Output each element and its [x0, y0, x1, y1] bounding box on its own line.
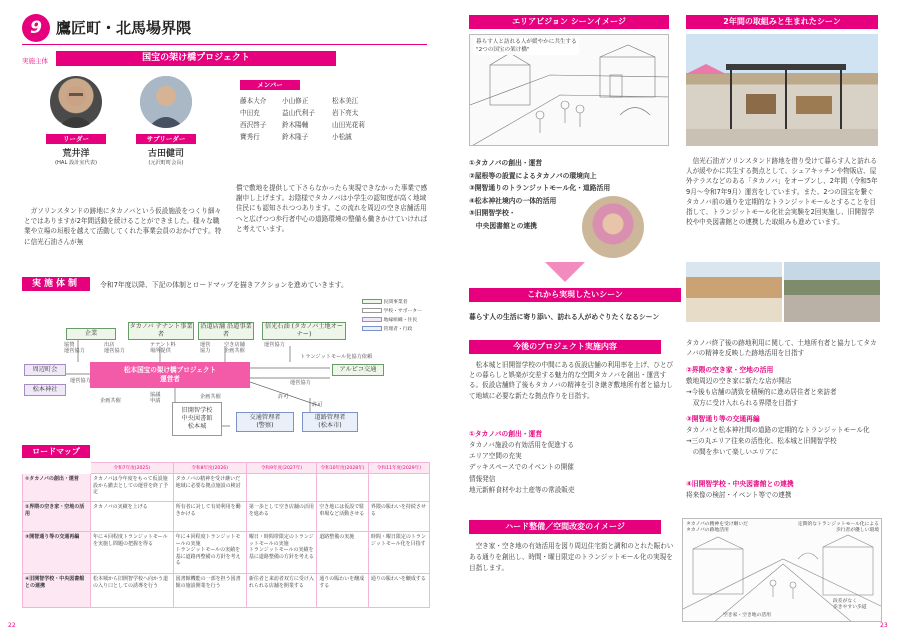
arrow-label: テナント料 場所提供	[150, 342, 176, 355]
roadmap-cell	[246, 474, 316, 502]
plan-item: デッキスペースでのイベントの開催	[469, 463, 574, 472]
member: 鈴木陽輔	[282, 121, 309, 129]
roadmap-row	[23, 574, 430, 608]
roadmap-cell: タカノバは今年度をもって仮設施設から撤去としての運営を終了予定	[91, 474, 174, 502]
roadmap-cell: 空き地には仮設で駐車場など活動させる	[317, 502, 369, 532]
member: 西沢啓子	[240, 121, 267, 129]
leader-photo	[50, 76, 102, 128]
legend-item	[362, 307, 422, 316]
plan-item: タカノバ施設の有効活用を促進する	[469, 441, 574, 449]
plan-heading-4: ④旧開智学校・中央図書館との連携	[686, 480, 794, 488]
achievements-title: 2年間の取組みと生まれたシーン	[686, 15, 878, 29]
future-plan-intro: 松本城と旧開智学校の中間にある仮設店舗の利用率を上げ、ひとびとの暮らしと娯楽が交差する魅力的な空間タカノバを創出・運営する。仮設店舗終了後もタカノバの精神を引き継ぎ敷地所有者と協力して地域に必要な新たな拠点作りを目指す。	[469, 361, 674, 400]
org-description: 令和7年度以降、下記の体制とロードマップを描きアクションを進めていきます。	[100, 281, 348, 289]
plan-item: →三の丸エリア往来の活性化、松本城と旧開智学校	[686, 437, 837, 446]
plan-item: 敷地周辺の空き家に新たな店が開店	[686, 377, 792, 385]
hard-note-2: 定期的なトランジットモール化による 歩行者が優しい環境	[797, 522, 879, 534]
member: 寶秀行	[240, 133, 260, 141]
roadmap-year: 令和9年度(2027年)	[246, 463, 316, 474]
org-main-operator	[90, 362, 250, 388]
roadmap-title: ロードマップ	[22, 445, 90, 458]
page-title: 鷹匠町・北馬場界隈	[56, 19, 192, 37]
legend-item	[362, 298, 422, 307]
arrow-label: 許可	[278, 394, 289, 400]
roadmap-cell: 新住者と来訪者双方に受け入れられる店舗を開業する	[246, 574, 316, 608]
achievement-circle-photo	[582, 196, 644, 258]
arrow-label: 企画共催	[200, 394, 221, 400]
implementer-label: 実施主体	[22, 57, 48, 65]
arrow-label: 空き店舗 企画共催	[224, 342, 245, 355]
org-main-operator-label: 松本国宝の架け橋プロジェクト 運営者	[123, 366, 217, 383]
roadmap-cell: タカノバの精神を受け継いだ地域に必要な拠点施設の検討	[173, 474, 246, 502]
roadmap-cell: 界隈の賑わいを持続させる	[368, 502, 429, 532]
subleader-name: 古田健司	[147, 149, 184, 159]
hard-note-1: タカノバの精神を受け継いだ タカノバの跡地活用	[686, 522, 748, 534]
hard-text: 空き家・空き地の有効活用を図り周辺住宅街と調和のとれた賑わいある通りを創出し、時間・曜日限定のトランジットモール化の実現を目指します。	[469, 542, 674, 573]
leader-org: (HAL 設計室代表)	[55, 160, 97, 166]
members-label: メンバー	[240, 80, 300, 90]
org-traffic-admin: 交通管理者 (警察)	[236, 412, 294, 432]
arrow-label: 運営協力	[290, 380, 311, 386]
org-school: 旧開智学校 中央図書館 松本城	[172, 402, 222, 436]
members-row	[240, 95, 380, 107]
plan-item: 双方に受け入れられる界隈を目指す	[686, 399, 799, 408]
plan-item: エリア空間の充実	[469, 452, 522, 461]
roadmap-cell	[368, 474, 429, 502]
achievement-item: 中央図書館との連携	[469, 221, 537, 230]
roadmap-row-label: ④旧開智学校・中央図書館との連携	[23, 574, 91, 608]
roadmap-year: 令和7年度(2025)	[91, 463, 174, 474]
future-scene-title: これから実現したいシーン	[469, 288, 681, 302]
plan-item: 地元新鮮食材やお土産等の常設販売	[469, 485, 575, 494]
subleader-org: (元沢町町会長)	[148, 160, 184, 166]
achievement-item: ③開智通りのトランジットモール化・道路活用	[469, 184, 611, 192]
member: 鈴木隆子	[282, 133, 309, 141]
plan-heading-3: ③開智通り等の交通再編	[686, 415, 760, 423]
member: 藤本大介	[240, 97, 267, 105]
member: 小松誠	[332, 133, 352, 141]
roadmap-cell: 曜日・時間帯限定のトランジットモールの実施 トランジットモールの実績を基に道路整備の方針を考える	[246, 532, 316, 574]
member: 松本美江	[332, 97, 359, 105]
intro-text-right: 償で敷地を提供して下さらなかったら実現できなかった事業で感謝申し上げます。お陰様でタカノバは小学生の認知度が高く地域住民にも認知されつつあります。この流れを周辺の空き店舗活用へと広げつつ歩行者中心の道路環境の整備も働きかけていければと考えています。	[236, 184, 428, 233]
roadmap-cell: 第一歩として空き店舗の活用を進める	[246, 502, 316, 532]
roadmap-cell: 道路整備の実施	[317, 532, 369, 574]
vision-caption: 暮らす人と訪れる人が緩やかに共生する "2つの国宝の架け橋"	[474, 38, 579, 55]
legend-label: 民間事業者	[383, 300, 408, 305]
plan-item: の間を歩いて楽しいエリアに	[686, 448, 779, 457]
arrow-label: 企画共催	[100, 398, 121, 404]
tent-photo-icon	[686, 34, 878, 146]
org-section-title: 実施体制	[22, 277, 90, 291]
arrow-label: 運営 協力	[200, 342, 211, 355]
roadmap-year: 令和11年度(2029年)	[368, 463, 429, 474]
roadmap-row	[23, 502, 430, 532]
members-row	[240, 119, 380, 131]
leader-label: リーダー	[46, 134, 106, 144]
roadmap-header-row	[23, 463, 430, 474]
members-row	[240, 131, 380, 143]
hard-note-4: 段差がなく 歩きやすい歩道	[833, 599, 867, 611]
member: 益山代利子	[282, 109, 315, 117]
section-number: 9	[30, 18, 42, 38]
hard-note-3: 空き家・空き地の活用	[723, 613, 771, 618]
future-photo-1	[686, 262, 782, 322]
roadmap-row-label: ③開智通り等の交通再編	[23, 532, 91, 574]
roadmap-year: 令和10年度(2028年)	[317, 463, 369, 474]
plan-item: 情報発信	[469, 474, 496, 483]
down-arrow-icon	[545, 262, 585, 282]
page-number-left: 22	[8, 622, 16, 629]
roadmap-table	[22, 462, 430, 608]
org-takanoba-tenant: タカノバ テナント事業者	[129, 323, 193, 338]
member: 中田充	[240, 109, 260, 117]
plan-item: 将来像の検討・イベント等での連携	[686, 491, 792, 499]
roadmap-row	[23, 474, 430, 502]
future-plan-title: 今後のプロジェクト実施内容	[469, 340, 661, 354]
achievement-item: ④松本神社境内の一体的活用	[469, 196, 557, 205]
legend-label: 管理者・行政	[383, 327, 413, 332]
arrow-label: 出店 運営協力	[104, 342, 125, 355]
page-number-right: 23	[880, 622, 888, 629]
roadmap-cell	[317, 474, 369, 502]
achievements-text: 信光石油ガソリンスタンド跡地を借り受けて暮らす人と訪れる人が緩やかに共生する拠点として、シェアキッチンや物販店、屋外テラスなどのある「タカノバ」をオープンし、2年間（令和5年9月〜令和7年9月）運営をしています。また、2つの国宝を繋ぐタカノバ前の通りを定期的なトランジットモールとすることを目指して、トランジットモール化社会実験を2回実施し、旧開智学校や中央図書館との連携した取組みも進めています。	[686, 157, 878, 227]
plan-item: タカノバと松本神社間の道路の定期的なトランジットモール化	[686, 426, 870, 434]
org-company: 企業	[66, 328, 116, 340]
member: 山田光花莉	[332, 121, 365, 129]
plan-items-1	[469, 440, 677, 496]
roadmap-row-label: ②界隈の空き家・空地の活用	[23, 502, 91, 532]
plan-items-4	[686, 490, 880, 500]
roadmap-row-label: ①タカノバの創出・運営	[23, 474, 91, 502]
roadmap-cell: 図書館機能の一部を担う図書館の施設開業を行う	[173, 574, 246, 608]
hard-sketch	[682, 518, 882, 622]
org-road-admin: 道路管理者 (松本市)	[302, 412, 358, 432]
arrow-label: トランジットモール化協力依頼	[300, 354, 373, 360]
section-number-badge	[22, 14, 50, 42]
org-local-town: 周辺町会	[24, 364, 66, 376]
arrow-label: 協議 申請	[150, 392, 161, 405]
roadmap-cell: タカノバの実績を上げる	[91, 502, 174, 532]
arrow-label: 運営協力	[264, 342, 285, 348]
org-shinko: 信光石油 (タカノバ土地オーナー)	[262, 322, 346, 340]
leader-portrait-icon	[50, 76, 102, 128]
members-row	[240, 107, 380, 119]
achievement-item: ①タカノバの創出・運営	[469, 159, 543, 167]
future-scene-text: 暮らす人の生活に寄り添い、訪れる人がめぐりたくなるシーン	[469, 313, 660, 321]
roadmap-cell: 年に４回程度トランジットモールの実施 トランジットモールの実績を基に道路再整備の方針を考える	[173, 532, 246, 574]
header-rule	[22, 44, 427, 45]
subleader-label: サブリーダー	[136, 134, 196, 144]
plan-right-intro: タカノバ終了後の跡地利用に関して、土地所有者と協力してタカノバの精神を反映した跡地活用を目指す	[686, 339, 877, 358]
roadmap-cell: 年に４回程度トランジットモールを実施し問題の把握を得る	[91, 532, 174, 574]
legend-label: 学校・サポーター	[383, 309, 422, 314]
arrow-label: 協賛 運営協力	[64, 342, 85, 355]
achievement-item: ②屋根等の設置によるタカノバの環境向上	[469, 171, 597, 180]
roadmap-cell: 時間・曜日限定のトランジットモール化を目指す	[368, 532, 429, 574]
org-roadside-tenants: 沿道店舗 沿道事業者	[198, 322, 254, 340]
roadmap-table-wrap	[22, 462, 430, 608]
plan-items-2	[686, 376, 880, 410]
org-shrine: 松本神社	[24, 384, 66, 396]
member: 岩下亮太	[332, 109, 359, 117]
roadmap-cell: 通りの賑わいを醸成する	[368, 574, 429, 608]
roadmap-year: 令和8年度(2026)	[173, 463, 246, 474]
intro-text-left: ガソリンスタンドの跡地にタカノバという仮設施設をつくり細々とではありますが2年間活動を続けることができました。様々な職業や立場の垣根を越えて活動してくれた事業会員のおかげです。特に信光石油さんが無	[24, 207, 222, 246]
member: 小山修正	[282, 97, 309, 105]
vision-title: エリアビジョン シーンイメージ	[469, 15, 669, 29]
future-photo-2	[784, 262, 880, 322]
org-alpico: アルピコ交通	[332, 364, 384, 376]
arrow-label: 運営協力	[70, 378, 91, 384]
arrow-label: 許可	[312, 402, 323, 408]
roadmap-cell: 通りの賑わいを醸成する	[317, 574, 369, 608]
roadmap-row	[23, 532, 430, 574]
achievement-item: ⑤旧開智学校・	[469, 209, 516, 217]
subleader-portrait-icon	[140, 76, 192, 128]
members-list	[240, 95, 380, 143]
leader-name: 荒井洋	[62, 149, 90, 159]
achievements-photo	[686, 34, 878, 146]
roadmap-corner	[23, 463, 91, 474]
hard-title: ハード整備／空間改変のイメージ	[469, 520, 661, 534]
plan-items-3	[686, 425, 880, 459]
roadmap-cell: 所有者に対して有効利用を働きかける	[173, 502, 246, 532]
plan-heading-2: ②界隈の空き家・空地の活用	[686, 366, 774, 374]
vision-illustration	[469, 34, 669, 146]
plan-heading-1: ①タカノバの創出・運営	[469, 430, 543, 438]
roadmap-cell: 松本城から旧開智学校へ向かう道の入り口としての誘導を行う	[91, 574, 174, 608]
project-title-bar: 国宝の架け橋プロジェクト	[56, 51, 336, 66]
subleader-photo	[140, 76, 192, 128]
legend-label: 地縁組織・住民	[383, 318, 418, 323]
plan-item: →今後も店舗の誘致を積極的に進め居住者と来訪者	[686, 388, 837, 397]
